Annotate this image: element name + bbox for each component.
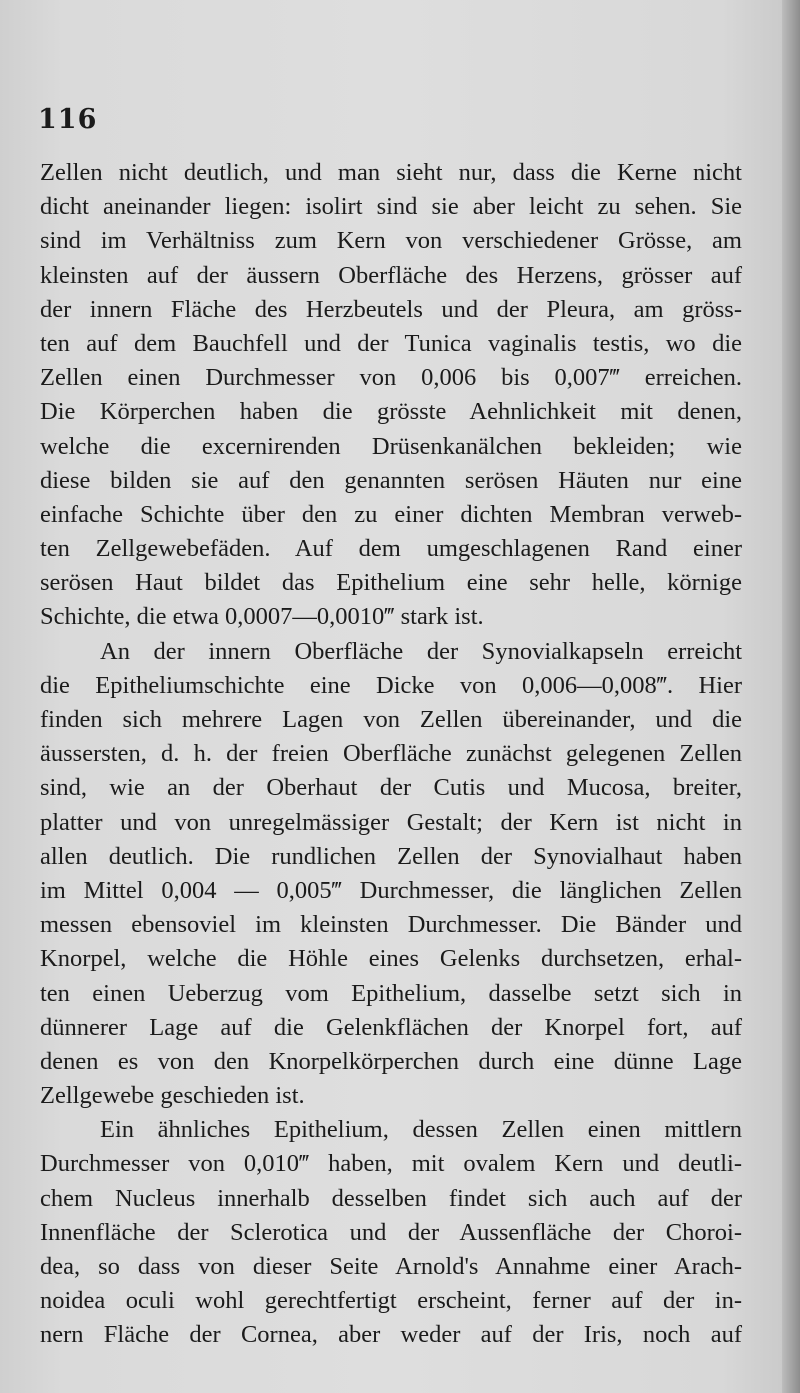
text-line: allen deutlich. Die rundlichen Zellen der Synovialhaut haben <box>40 842 742 870</box>
page-number: 116 <box>38 104 98 135</box>
text-line: dünnerer Lage auf die Gelenkflächen der Knorpel fort, auf <box>40 1013 742 1041</box>
text-line: denen es von den Knorpelkörperchen durch eine dünne Lage <box>40 1047 742 1075</box>
text-line: welche die excernirenden Drüsenkanälchen bekleiden; wie <box>40 432 742 460</box>
text-line: chem Nucleus innerhalb desselben findet sich auch auf der <box>40 1184 742 1212</box>
text-line: An der innern Oberfläche der Synovialkapseln erreicht <box>100 637 742 665</box>
text-line: nern Fläche der Cornea, aber weder auf der Iris, noch auf <box>40 1321 742 1349</box>
text-line: Zellgewebe geschieden ist. <box>40 1082 305 1110</box>
text-line: Durchmesser von 0,010‴ haben, mit ovalem Kern und deutli- <box>40 1150 742 1178</box>
text-line: messen ebensoviel im kleinsten Durchmesser. Die Bänder und <box>40 911 742 939</box>
text-line: ten Zellgewebefäden. Auf dem umgeschlagenen Rand einer <box>40 535 742 563</box>
text-line: dicht aneinander liegen: isolirt sind sie aber leicht zu sehen. Sie <box>40 193 742 221</box>
text-line: ten auf dem Bauchfell und der Tunica vaginalis testis, wo die <box>40 329 742 357</box>
text-line: diese bilden sie auf den genannten serösen Häuten nur eine <box>40 466 742 494</box>
text-line: ten einen Ueberzug vom Epithelium, dasselbe setzt sich in <box>40 979 742 1007</box>
text-line: dea, so dass von dieser Seite Arnold's Annahme einer Arach- <box>40 1253 742 1280</box>
body-text <box>40 156 742 1353</box>
page-edge-shadow <box>782 0 800 1393</box>
text-line: platter und von unregelmässiger Gestalt; der Kern ist nicht in <box>40 808 742 836</box>
text-line: sind im Verhältniss zum Kern von verschiedener Grösse, am <box>40 227 742 255</box>
text-line: der innern Fläche des Herzbeutels und der Pleura, am gröss- <box>40 295 742 323</box>
text-line: Zellen einen Durchmesser von 0,006 bis 0,007‴ erreichen. <box>40 364 742 392</box>
text-line: sind, wie an der Oberhaut der Cutis und Mucosa, breiter, <box>40 774 742 802</box>
text-line: im Mittel 0,004 — 0,005‴ Durchmesser, die länglichen Zellen <box>40 876 742 904</box>
text-line: finden sich mehrere Lagen von Zellen übereinander, und die <box>40 706 742 733</box>
text-line: einfache Schichte über den zu einer dichten Membran verweb- <box>40 500 742 528</box>
text-line: serösen Haut bildet das Epithelium eine sehr helle, körnige <box>40 569 742 597</box>
text-line: Innenfläche der Sclerotica und der Aussenfläche der Choroi- <box>40 1218 742 1246</box>
text-line: Ein ähnliches Epithelium, dessen Zellen einen mittlern <box>100 1116 742 1144</box>
text-line: die Epitheliumschichte eine Dicke von 0,006—0,008‴. Hier <box>40 671 742 699</box>
text-line: Zellen nicht deutlich, und man sieht nur, dass die Kerne nicht <box>40 159 742 186</box>
text-line: Schichte, die etwa 0,0007—0,0010‴ stark ist. <box>40 603 484 631</box>
text-line: kleinsten auf der äussern Oberfläche des Herzens, grösser auf <box>40 261 742 289</box>
text-line: Knorpel, welche die Höhle eines Gelenks durchsetzen, erhal- <box>40 945 742 973</box>
text-line: äussersten, d. h. der freien Oberfläche zunächst gelegenen Zellen <box>40 740 742 768</box>
text-line: Die Körperchen haben die grösste Aehnlichkeit mit denen, <box>40 398 742 426</box>
text-line: noidea oculi wohl gerechtfertigt erscheint, ferner auf der in- <box>40 1287 742 1315</box>
